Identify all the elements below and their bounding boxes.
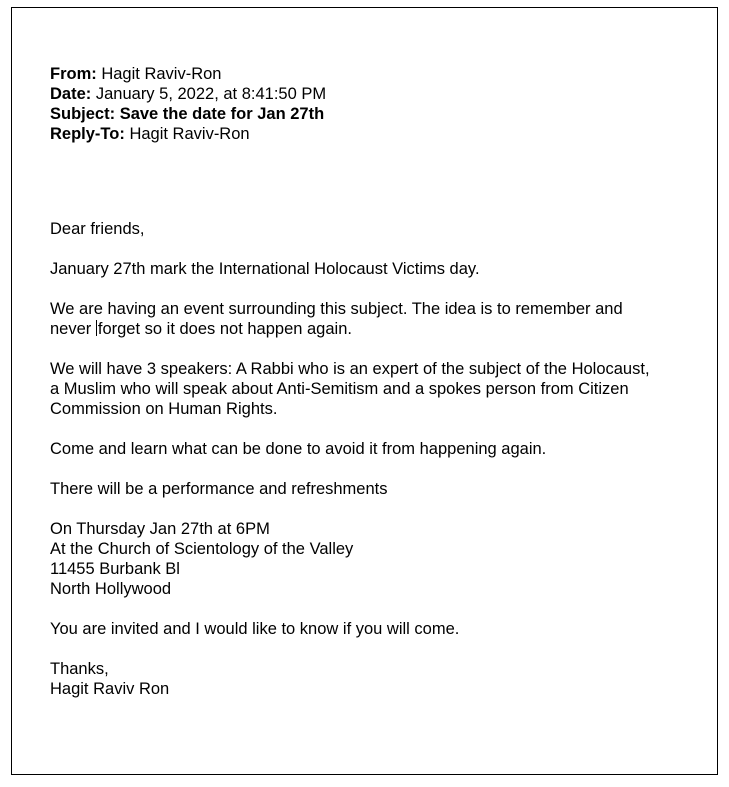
paragraph-2-line-2-start: never <box>50 320 96 338</box>
reply-to-value: Hagit Raviv-Ron <box>129 125 250 143</box>
paragraph-2-line-2 <box>50 319 710 339</box>
paragraph-2 <box>50 299 710 339</box>
event-street: 11455 Burbank Bl <box>50 560 180 578</box>
subject-line <box>50 104 710 124</box>
date-label: Date: <box>50 85 92 103</box>
from-label: From: <box>50 65 97 83</box>
paragraph-5: There will be a performance and refreshments <box>50 480 388 498</box>
closing: Thanks, <box>50 660 109 678</box>
paragraph-3 <box>50 359 710 419</box>
text-cursor <box>96 320 97 336</box>
from-value: Hagit Raviv-Ron <box>101 65 222 83</box>
event-city: North Hollywood <box>50 580 172 598</box>
paragraph-3-line-2: a Muslim who will speak about Anti-Semitism and a spokes person from Citizen <box>50 380 629 398</box>
reply-to-label: Reply-To: <box>50 125 125 143</box>
document-page <box>11 7 718 775</box>
paragraph-1: January 27th mark the International Holocaust Victims day. <box>50 260 480 278</box>
subject-label: Subject: <box>50 105 116 123</box>
date-line <box>50 84 710 104</box>
date-value: January 5, 2022, at 8:41:50 PM <box>95 85 327 103</box>
event-venue: At the Church of Scientology of the Valley <box>50 540 354 558</box>
paragraph-3-line-3: Commission on Human Rights. <box>50 400 278 418</box>
paragraph-3-line-1: We will have 3 speakers: A Rabbi who is an expert of the subject of the Holocaust, <box>50 360 650 378</box>
signature: Hagit Raviv Ron <box>50 680 170 698</box>
email-header <box>50 64 710 144</box>
paragraph-2-line-1: We are having an event surrounding this subject. The idea is to remember and <box>50 300 623 318</box>
paragraph-2-line-2-end: forget so it does not happen again. <box>97 320 352 338</box>
event-date: On Thursday Jan 27th at 6PM <box>50 520 270 538</box>
subject-value: Save the date for Jan 27th <box>119 105 325 123</box>
sign-off <box>50 659 710 699</box>
greeting: Dear friends, <box>50 220 145 238</box>
event-details <box>50 519 710 599</box>
paragraph-6: You are invited and I would like to know if you will come. <box>50 620 460 638</box>
email-content <box>50 64 710 719</box>
from-line <box>50 64 710 84</box>
paragraph-4: Come and learn what can be done to avoid it from happening again. <box>50 440 547 458</box>
reply-to-line <box>50 124 710 144</box>
